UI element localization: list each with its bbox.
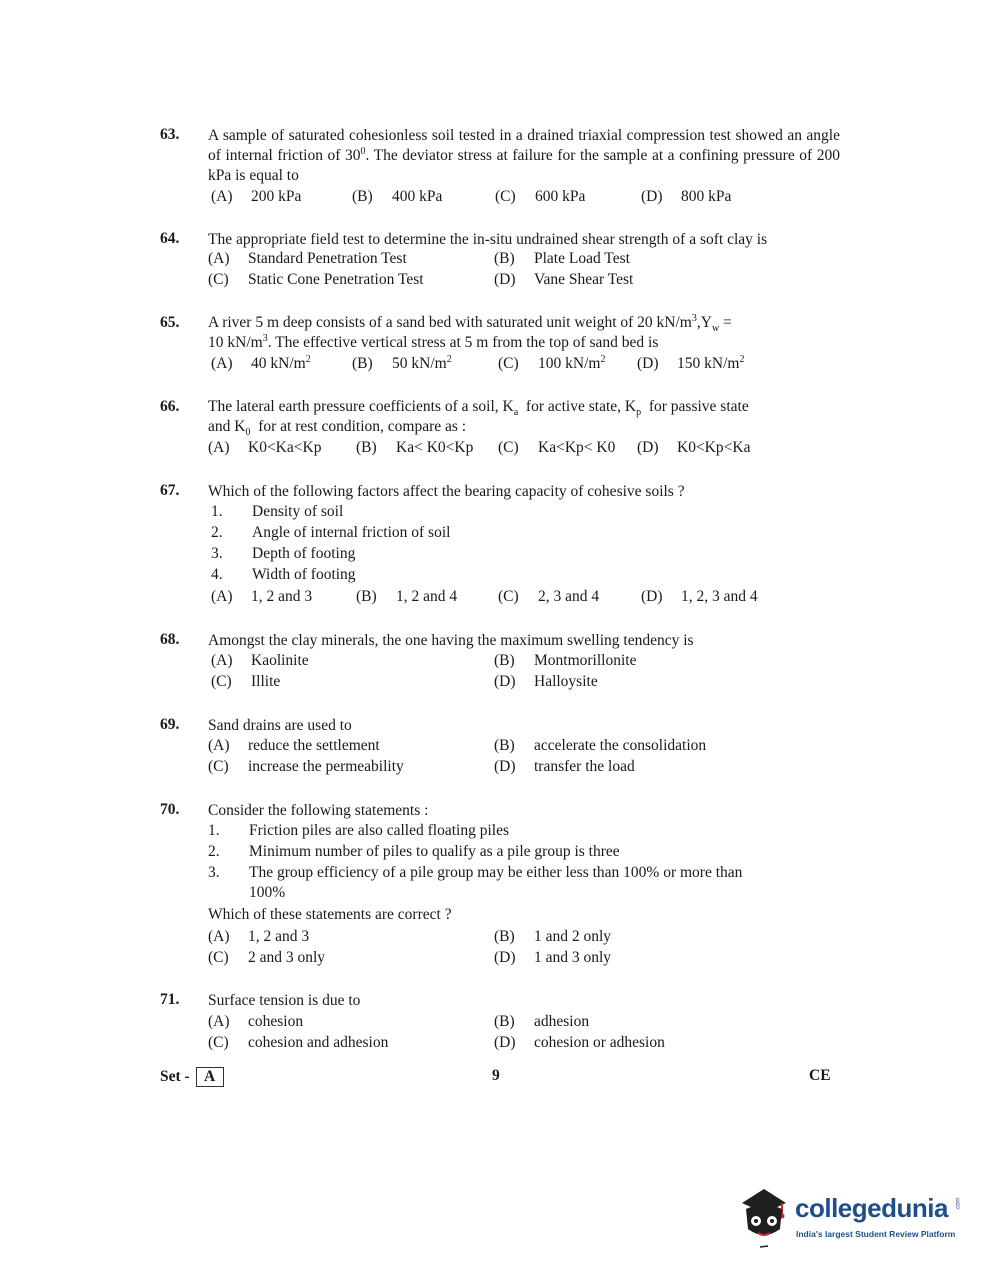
list-item: 3. The group efficiency of a pile group may be either less than 100% or more than [208,864,743,881]
question-number: 65. [160,314,180,331]
question-text-line-2: and $K_0$ for at rest condition, compare as : [208,418,467,439]
set-box: A [196,1067,224,1087]
option-a[interactable]: (A) cohesion [208,1013,304,1030]
question-text: Which of the following factors affect the bearing capacity of cohesive soils ? [208,483,685,500]
option-a[interactable]: (A) 40 $kN/m^2$ [211,353,311,372]
option-a[interactable]: (A) 1, 2 and 3 [208,928,310,945]
option-a[interactable]: (A) 200 kPa [211,188,302,205]
option-b[interactable]: (B) 1 and 2 only [494,928,612,945]
question-number: 63. [160,126,180,143]
question-text-line-1: The lateral earth pressure coefficients of a soil, $K_a$ for active state, $K_p$ for passive state [208,398,749,419]
question-number: 68. [160,631,180,648]
list-item: 1. Friction piles are also called floating piles [208,822,509,839]
set-indicator: Set - A [160,1067,224,1087]
option-d[interactable]: (D) cohesion or adhesion [494,1034,665,1051]
question-followup: Which of these statements are correct ? [208,906,452,923]
option-d[interactable]: (D) 1, 2, 3 and 4 [641,588,758,605]
option-d[interactable]: (D) Halloysite [494,673,598,690]
question-number: 67. [160,482,180,499]
list-item: 2. Minimum number of piles to qualify as a pile group is three [208,843,620,860]
brand-tagline: India's largest Student Review Platform [796,1229,956,1239]
mascot-icon [734,1183,794,1253]
option-c[interactable]: (C) 2, 3 and 4 [498,588,600,605]
option-c[interactable]: (C) 2 and 3 only [208,949,326,966]
question-number: 69. [160,716,180,733]
option-a[interactable]: (A) 1, 2 and 3 [211,588,313,605]
option-c[interactable]: (C) Illite [211,673,281,690]
subject-code: CE [809,1067,831,1084]
collegedunia-logo [734,1183,964,1253]
question-text: Amongst the clay minerals, the one having the maximum swelling tendency is [208,632,694,649]
option-d[interactable]: (D) 150 $kN/m^2$ [637,353,745,372]
question-text-line-1: A river 5 m deep consists of a sand bed with saturated unit weight of 20 $kN/m^3,Y_w$ = [208,312,732,335]
question-text: Consider the following statements : [208,802,429,819]
question-number: 70. [160,801,180,818]
option-c[interactable]: (C) cohesion and adhesion [208,1034,389,1051]
option-c[interactable]: (C) 600 kPa [495,188,586,205]
option-c[interactable]: (C) increase the permeability [208,758,404,775]
question-text-line-2: 10 $kN/m^3$. The effective vertical stress at 5 m from the top of sand bed is [208,332,659,351]
option-d[interactable]: (D) 800 kPa [641,188,732,205]
list-item: 3. Depth of footing [211,545,356,562]
question-number: 64. [160,230,180,247]
option-b[interactable]: (B) Ka< K0<Kp [356,439,474,456]
list-item-continuation: 100% [249,884,286,901]
option-c[interactable]: (C) 100 $kN/m^2$ [498,353,606,372]
option-a[interactable]: (A) reduce the settlement [208,737,380,754]
option-b[interactable]: (B) Plate Load Test [494,250,630,267]
brand-name: collegedunia [795,1193,948,1223]
option-b[interactable]: (B) accelerate the consolidation [494,737,707,754]
option-a[interactable]: (A) Standard Penetration Test [208,250,407,267]
option-d[interactable]: (D) K0<Kp<Ka [637,439,751,456]
option-b[interactable]: (B) Montmorillonite [494,652,637,669]
question-text: Sand drains are used to [208,717,352,734]
page-number: 9 [492,1067,500,1084]
question-number: 71. [160,991,180,1008]
option-b[interactable]: (B) 400 kPa [352,188,443,205]
option-a[interactable]: (A) K0<Ka<Kp [208,439,322,456]
option-c[interactable]: (C) Static Cone Penetration Test [208,271,424,288]
list-item: 1. Density of soil [211,503,344,520]
option-a[interactable]: (A) Kaolinite [211,652,309,669]
question-text: A sample of saturated cohesionless soil tested in a drained triaxial compression test showed an angle of internal friction of $30^0$. The deviator stress at failure for the sample at a confining pressure of 200 kPa is equal to [208,127,840,184]
question-text: Surface tension is due to [208,992,361,1009]
list-item: 2. Angle of internal friction of soil [211,524,451,541]
option-d[interactable]: (D) 1 and 3 only [494,949,612,966]
option-b[interactable]: (B) 50 $kN/m^2$ [352,353,452,372]
option-d[interactable]: (D) Vane Shear Test [494,271,634,288]
brand-dotcom: .com [955,1197,962,1211]
list-item: 4. Width of footing [211,566,356,583]
question-text: The appropriate field test to determine the in-situ undrained shear strength of a soft clay is [208,231,768,248]
option-d[interactable]: (D) transfer the load [494,758,635,775]
option-c[interactable]: (C) Ka<Kp< K0 [498,439,616,456]
question-number: 66. [160,398,180,415]
option-b[interactable]: (B) adhesion [494,1013,590,1030]
option-b[interactable]: (B) 1, 2 and 4 [356,588,458,605]
